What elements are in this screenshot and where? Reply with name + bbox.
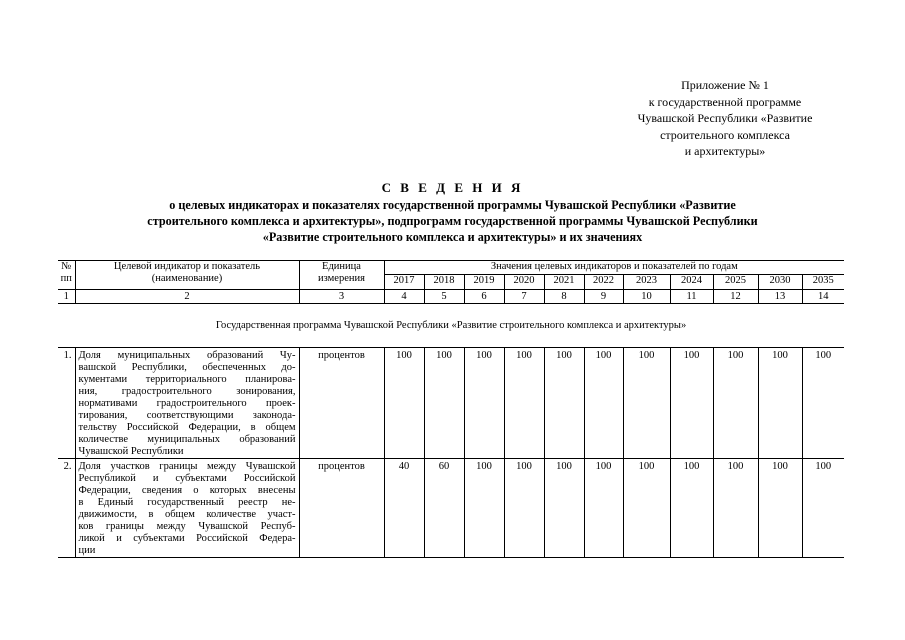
header-year: 2022 [584, 275, 623, 290]
header-year: 2021 [544, 275, 584, 290]
header-year: 2030 [758, 275, 802, 290]
header-indicator-sub: (наименование) [151, 273, 223, 284]
indicator-description [75, 348, 299, 459]
indicators-table [58, 260, 844, 558]
column-number: 10 [623, 290, 670, 304]
row-number: 2. [58, 459, 75, 558]
appendix-line: Чувашской Республики «Развитие [637, 111, 813, 125]
header-indicator-cell [75, 261, 299, 290]
indicator-line: Чувашской Республики [78, 446, 184, 457]
value-cell: 100 [504, 459, 544, 558]
value-cell: 100 [713, 459, 758, 558]
indicator-line: ков границы между Чувашской Респуб- [78, 521, 296, 532]
table-header-row [58, 261, 844, 275]
row-number: 1. [58, 348, 75, 459]
value-cell: 100 [384, 348, 424, 459]
header-year: 2035 [802, 275, 844, 290]
value-cell: 100 [802, 459, 844, 558]
column-number: 7 [504, 290, 544, 304]
value-cell: 100 [758, 459, 802, 558]
appendix-line: к государственной программе [648, 94, 802, 109]
header-values-caption: Значения целевых индикаторов и показателей по годам [384, 261, 844, 275]
value-cell: 100 [464, 348, 504, 459]
unit-cell: процентов [299, 348, 384, 459]
header-year: 2019 [464, 275, 504, 290]
subtitle-line: «Развитие строительного комплекса и архитектуры» и их значениях [262, 230, 643, 244]
indicator-line: Доля муниципальных образований Чу- [78, 350, 296, 361]
column-number: 2 [75, 290, 299, 304]
column-numbers-row [58, 290, 844, 304]
header-unit: Единица [322, 261, 361, 272]
column-number: 3 [299, 290, 384, 304]
column-number: 4 [384, 290, 424, 304]
header-year: 2020 [504, 275, 544, 290]
value-cell: 100 [802, 348, 844, 459]
indicator-description [75, 459, 299, 558]
header-unit-sub: измерения [318, 273, 365, 284]
header-year: 2018 [424, 275, 464, 290]
header-year: 2023 [623, 275, 670, 290]
indicator-line: Доля участков границы между Чувашской [78, 461, 296, 472]
column-number: 5 [424, 290, 464, 304]
value-cell: 100 [584, 459, 623, 558]
appendix-line: и архитектуры» [684, 144, 766, 158]
table-row [58, 348, 844, 459]
indicator-line: ции [78, 545, 96, 556]
value-cell: 100 [504, 348, 544, 459]
value-cell: 100 [670, 348, 713, 459]
indicator-line: нормативами градостроительного проек- [78, 398, 296, 409]
value-cell: 100 [424, 348, 464, 459]
value-cell: 100 [464, 459, 504, 558]
value-cell: 100 [670, 459, 713, 558]
column-number: 1 [58, 290, 75, 304]
column-number: 12 [713, 290, 758, 304]
value-cell: 100 [758, 348, 802, 459]
indicator-line: количестве муниципальных образований [78, 434, 296, 445]
column-number: 9 [584, 290, 623, 304]
column-number: 11 [670, 290, 713, 304]
header-year: 2024 [670, 275, 713, 290]
header-indicator: Целевой индикатор и показатель [113, 261, 261, 272]
header-year: 2025 [713, 275, 758, 290]
header-num-cell [58, 261, 75, 290]
indicator-line: вашской Республики, обеспеченных до- [78, 362, 296, 373]
unit-cell: процентов [299, 459, 384, 558]
header-year: 2017 [384, 275, 424, 290]
header-num: № [61, 261, 72, 272]
section-row [58, 304, 844, 348]
indicator-line: ния, градостроительного зонирования, [78, 386, 296, 397]
indicator-line: ликой и субъектами Российской Федера- [78, 533, 296, 544]
column-number: 8 [544, 290, 584, 304]
indicator-line: кументами территориального планирова- [78, 374, 296, 385]
value-cell: 100 [544, 459, 584, 558]
indicator-line: движимости, в общем количестве участ- [78, 509, 296, 520]
value-cell: 40 [384, 459, 424, 558]
column-number: 14 [802, 290, 844, 304]
appendix-line: Приложение № 1 [681, 78, 769, 92]
value-cell: 60 [424, 459, 464, 558]
document-subtitle [60, 197, 845, 245]
appendix-line: строительного комплекса [660, 127, 790, 142]
column-number: 6 [464, 290, 504, 304]
indicator-line: Федерации, сведения о которых внесены [78, 485, 296, 496]
value-cell: 100 [623, 348, 670, 459]
indicator-line: тирования, соответствующими законода- [78, 410, 296, 421]
value-cell: 100 [544, 348, 584, 459]
indicator-line: Республикой и субъектами Российской [78, 473, 296, 484]
indicator-line: тельству Российской Федерации, в общем [78, 422, 296, 433]
value-cell: 100 [584, 348, 623, 459]
header-num-abbrev: пп [60, 273, 72, 284]
appendix-note [560, 77, 890, 160]
value-cell: 100 [713, 348, 758, 459]
indicator-line: в Единый государственный реестр не- [78, 497, 296, 508]
subtitle-line: строительного комплекса и архитектуры», подпрограмм государственной программы Чувашской Республики [147, 214, 758, 228]
header-unit-cell [299, 261, 384, 290]
column-number: 13 [758, 290, 802, 304]
document-title: С В Е Д Е Н И Я [381, 180, 524, 195]
section-title: Государственная программа Чувашской Республики «Развитие строительного комплекса и архитектуры» [215, 320, 687, 331]
subtitle-line: о целевых индикаторах и показателях государственной программы Чувашской Республики «Развитие [169, 198, 736, 212]
value-cell: 100 [623, 459, 670, 558]
table-row [58, 459, 844, 558]
